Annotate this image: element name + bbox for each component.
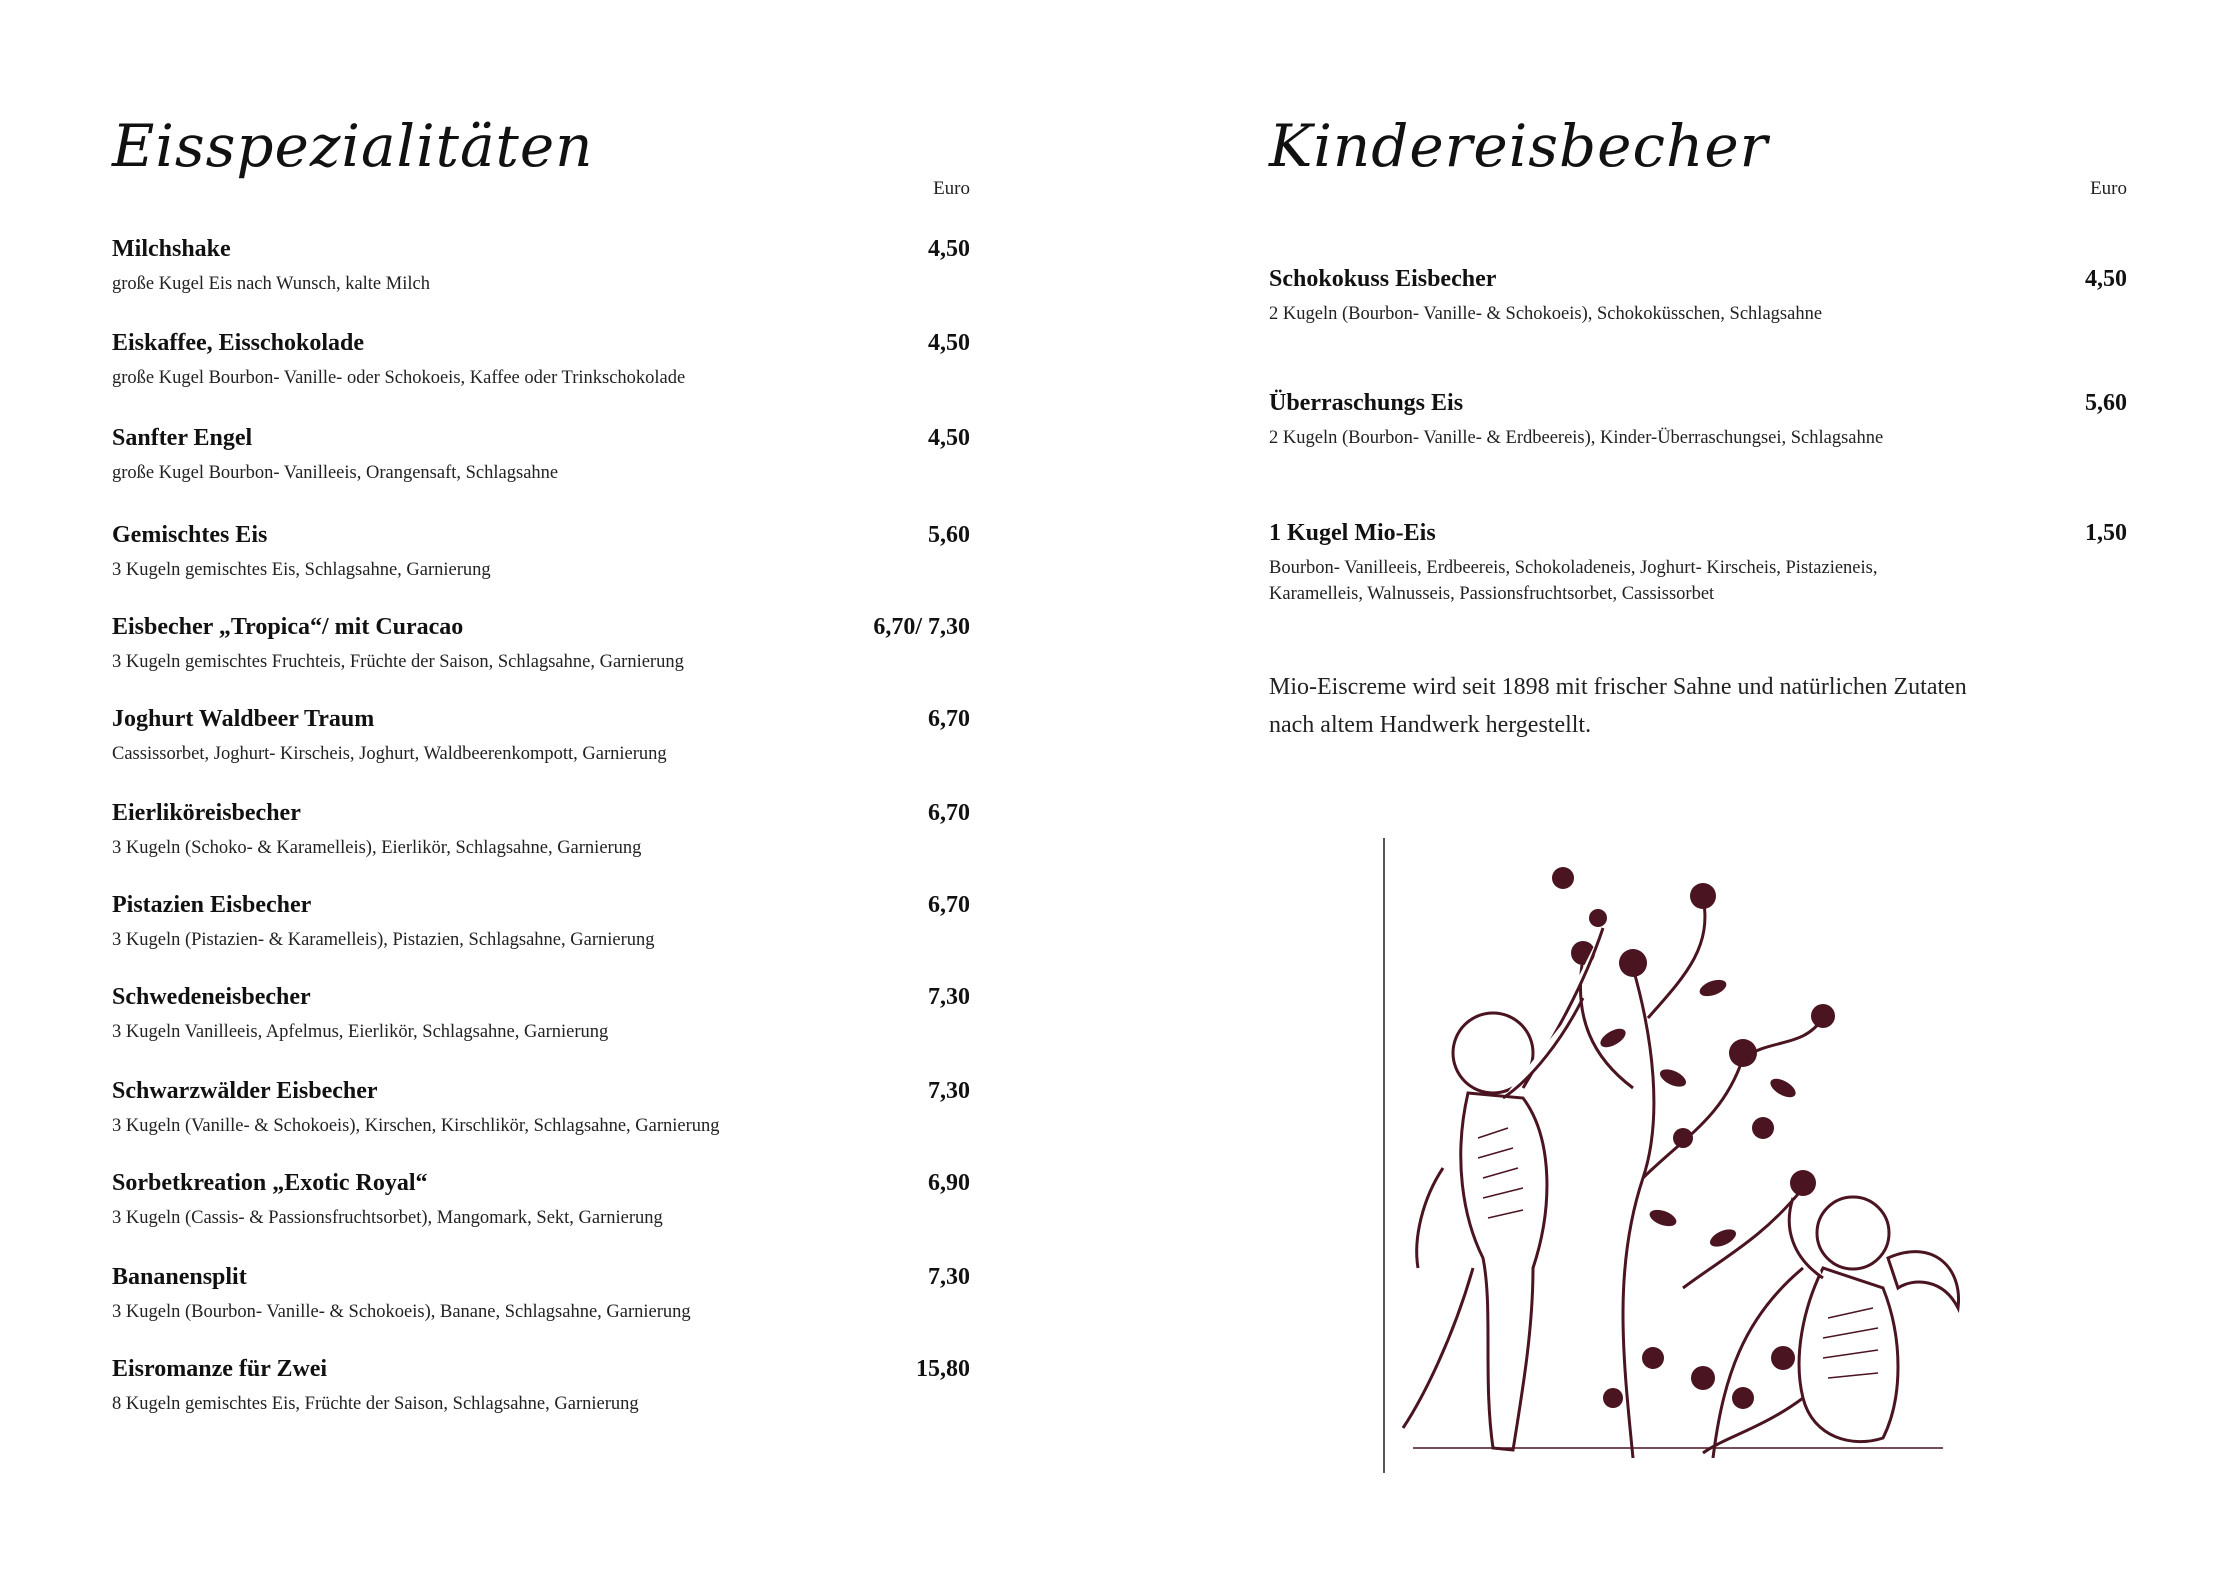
item-description bbox=[1269, 555, 2127, 607]
cherubs-with-roses-engraving-icon bbox=[1383, 838, 1983, 1478]
menu-item bbox=[112, 892, 970, 953]
menu-item bbox=[112, 800, 970, 861]
item-name: Sorbetkreation „Exotic Royal“ bbox=[112, 1170, 428, 1196]
item-name: Bananensplit bbox=[112, 1264, 247, 1290]
menu-item bbox=[1269, 266, 2127, 327]
item-name: Eisbecher „Tropica“/ mit Curacao bbox=[112, 614, 464, 640]
item-description-line: Karamelleis, Walnusseis, Passionsfruchtsorbet, Cassissorbet bbox=[1269, 584, 1715, 604]
item-description: 3 Kugeln Vanilleeis, Apfelmus, Eierlikӧr, Schlagsahne, Garnierung bbox=[112, 1022, 609, 1042]
item-price: 4,50 bbox=[928, 425, 970, 451]
item-name: Schwedeneisbecher bbox=[112, 984, 311, 1010]
menu-item bbox=[112, 1078, 970, 1139]
item-name: Eisromanze für Zwei bbox=[112, 1356, 328, 1382]
item-name: Joghurt Waldbeer Traum bbox=[112, 706, 375, 732]
item-price: 7,30 bbox=[928, 1264, 970, 1290]
item-description: 3 Kugeln (Cassis- & Passionsfruchtsorbet), Mangomark, Sekt, Garnierung bbox=[112, 1208, 663, 1228]
item-price: 5,60 bbox=[928, 522, 970, 548]
left-section-title: Eisspezialitäten bbox=[112, 112, 594, 180]
item-description: 8 Kugeln gemischtes Eis, Früchte der Saison, Schlagsahne, Garnierung bbox=[112, 1394, 639, 1414]
item-price: 7,30 bbox=[928, 984, 970, 1010]
right-currency-label: Euro bbox=[2090, 178, 2127, 199]
menu-item bbox=[1269, 520, 2127, 607]
menu-item bbox=[112, 1264, 970, 1325]
item-name: Pistazien Eisbecher bbox=[112, 892, 312, 918]
item-price: 4,50 bbox=[928, 330, 970, 356]
menu-item bbox=[112, 1356, 970, 1417]
item-description: große Kugel Bourbon- Vanille- oder Schokoeis, Kaffee oder Trinkschokolade bbox=[112, 368, 686, 388]
item-price: 6,70 bbox=[928, 800, 970, 826]
item-description: 3 Kugeln (Bourbon- Vanille- & Schokoeis), Banane, Schlagsahne, Garnierung bbox=[112, 1302, 691, 1322]
item-description: 3 Kugeln (Vanille- & Schokoeis), Kirschen, Kirschlikӧr, Schlagsahne, Garnierung bbox=[112, 1116, 720, 1136]
item-price: 5,60 bbox=[2085, 390, 2127, 416]
item-description: 2 Kugeln (Bourbon- Vanille- & Schokoeis), Schokoküsschen, Schlagsahne bbox=[1269, 304, 1823, 324]
item-name: Eiskaffee, Eisschokolade bbox=[112, 330, 365, 356]
item-price: 6,90 bbox=[928, 1170, 970, 1196]
brand-note-line: Mio-Eiscreme wird seit 1898 mit frischer Sahne und natürlichen Zutaten bbox=[1269, 674, 1967, 700]
item-name: 1 Kugel Mio-Eis bbox=[1269, 520, 1436, 546]
menu-item bbox=[112, 706, 970, 767]
menu-item bbox=[112, 236, 970, 297]
menu-item bbox=[112, 425, 970, 486]
item-price: 6,70/ 7,30 bbox=[873, 614, 970, 640]
menu-item bbox=[112, 330, 970, 391]
item-price: 1,50 bbox=[2085, 520, 2127, 546]
item-price: 7,30 bbox=[928, 1078, 970, 1104]
item-name: Milchshake bbox=[112, 236, 231, 262]
item-price: 4,50 bbox=[2085, 266, 2127, 292]
item-description: große Kugel Bourbon- Vanilleeis, Orangensaft, Schlagsahne bbox=[112, 463, 559, 483]
menu-item bbox=[112, 614, 970, 675]
item-description: Cassissorbet, Joghurt- Kirscheis, Joghurt, Waldbeerenkompott, Garnierung bbox=[112, 744, 667, 764]
item-name: Eierlikӧreisbecher bbox=[112, 800, 301, 826]
item-name: Sanfter Engel bbox=[112, 425, 253, 451]
item-description: 2 Kugeln (Bourbon- Vanille- & Erdbeereis), Kinder-Überraschungsei, Schlagsahne bbox=[1269, 428, 1884, 448]
item-description: große Kugel Eis nach Wunsch, kalte Milch bbox=[112, 274, 430, 294]
right-section-title: Kindereisbecher bbox=[1269, 112, 1769, 180]
item-description-line: Bourbon- Vanilleeis, Erdbeereis, Schokoladeneis, Joghurt- Kirscheis, Pistazieneis, bbox=[1269, 558, 1878, 578]
item-price: 15,80 bbox=[916, 1356, 970, 1382]
item-price: 6,70 bbox=[928, 892, 970, 918]
item-description: 3 Kugeln gemischtes Fruchteis, Früchte der Saison, Schlagsahne, Garnierung bbox=[112, 652, 684, 672]
item-name: Schwarzwälder Eisbecher bbox=[112, 1078, 378, 1104]
item-price: 6,70 bbox=[928, 706, 970, 732]
item-name: Gemischtes Eis bbox=[112, 522, 268, 548]
left-currency-label: Euro bbox=[933, 178, 970, 199]
item-price: 4,50 bbox=[928, 236, 970, 262]
brand-note-line: nach altem Handwerk hergestellt. bbox=[1269, 712, 1592, 738]
item-description: 3 Kugeln gemischtes Eis, Schlagsahne, Garnierung bbox=[112, 560, 491, 580]
item-name: Schokokuss Eisbecher bbox=[1269, 266, 1497, 292]
menu-item bbox=[1269, 390, 2127, 451]
item-description: 3 Kugeln (Schoko- & Karamelleis), Eierlikӧr, Schlagsahne, Garnierung bbox=[112, 838, 642, 858]
item-description: 3 Kugeln (Pistazien- & Karamelleis), Pistazien, Schlagsahne, Garnierung bbox=[112, 930, 655, 950]
menu-item bbox=[112, 522, 970, 583]
menu-item bbox=[112, 984, 970, 1045]
item-name: Überraschungs Eis bbox=[1269, 390, 1464, 416]
brand-note bbox=[1269, 668, 2129, 744]
menu-item bbox=[112, 1170, 970, 1231]
